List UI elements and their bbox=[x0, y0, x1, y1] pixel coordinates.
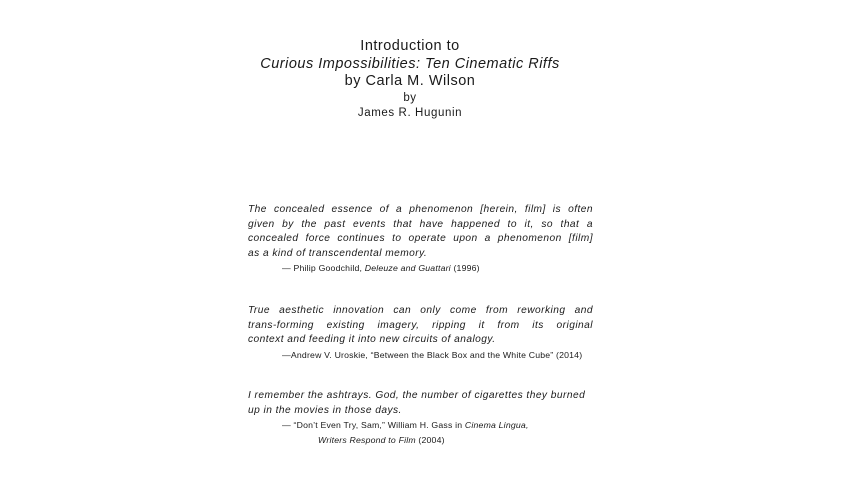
quote-line: concealed force continues to operate upon a phenomenon [film] bbox=[248, 233, 593, 245]
quote-line: up in the movies in those days. bbox=[248, 404, 402, 416]
attribution-year: (1996) bbox=[450, 263, 480, 274]
attribution-year: (2004) bbox=[415, 434, 445, 445]
by-label: by bbox=[403, 91, 417, 104]
attribution-work: Deleuze and Guattari bbox=[364, 263, 451, 274]
quote-line: True aesthetic innovation can only come from reworking and bbox=[248, 305, 593, 316]
epigraph-uroskie bbox=[248, 304, 593, 362]
quote-line: The concealed essence of a phenomenon [herein, film] is often bbox=[248, 204, 593, 215]
attribution-author: — “Don’t Even Try, Sam,” William H. Gass in bbox=[282, 420, 465, 431]
quote-line: trans-forming existing imagery, ripping it from its original bbox=[248, 319, 593, 331]
attribution-work: Writers Respond to Film bbox=[318, 434, 416, 445]
attribution-continued bbox=[248, 433, 593, 448]
quote-line: context and feeding it into new circuits of analogy. bbox=[248, 334, 496, 346]
quote-line: given by the past events that have happened to it, so that a bbox=[248, 218, 593, 230]
quote-line: I remember the ashtrays. God, the number of cigarettes they burned bbox=[248, 390, 586, 401]
attribution: —Andrew V. Uroskie, “Between the Black Box and the White Cube” (2014) bbox=[282, 349, 583, 360]
title-block bbox=[0, 38, 820, 121]
quote-line: as a kind of transcendental memory. bbox=[248, 247, 428, 259]
title-intro: Introduction to bbox=[360, 38, 460, 54]
attribution bbox=[248, 418, 593, 433]
epigraph-gass bbox=[248, 389, 593, 447]
attribution-work: Cinema Lingua, bbox=[464, 420, 529, 431]
epigraph-goodchild bbox=[248, 203, 593, 276]
attribution-author: — Philip Goodchild, bbox=[282, 263, 365, 274]
book-title: Curious Impossibilities: Ten Cinematic Riffs bbox=[260, 55, 560, 72]
book-author: by Carla M. Wilson bbox=[344, 73, 476, 89]
intro-author: James R. Hugunin bbox=[357, 106, 463, 119]
attribution bbox=[248, 261, 593, 276]
